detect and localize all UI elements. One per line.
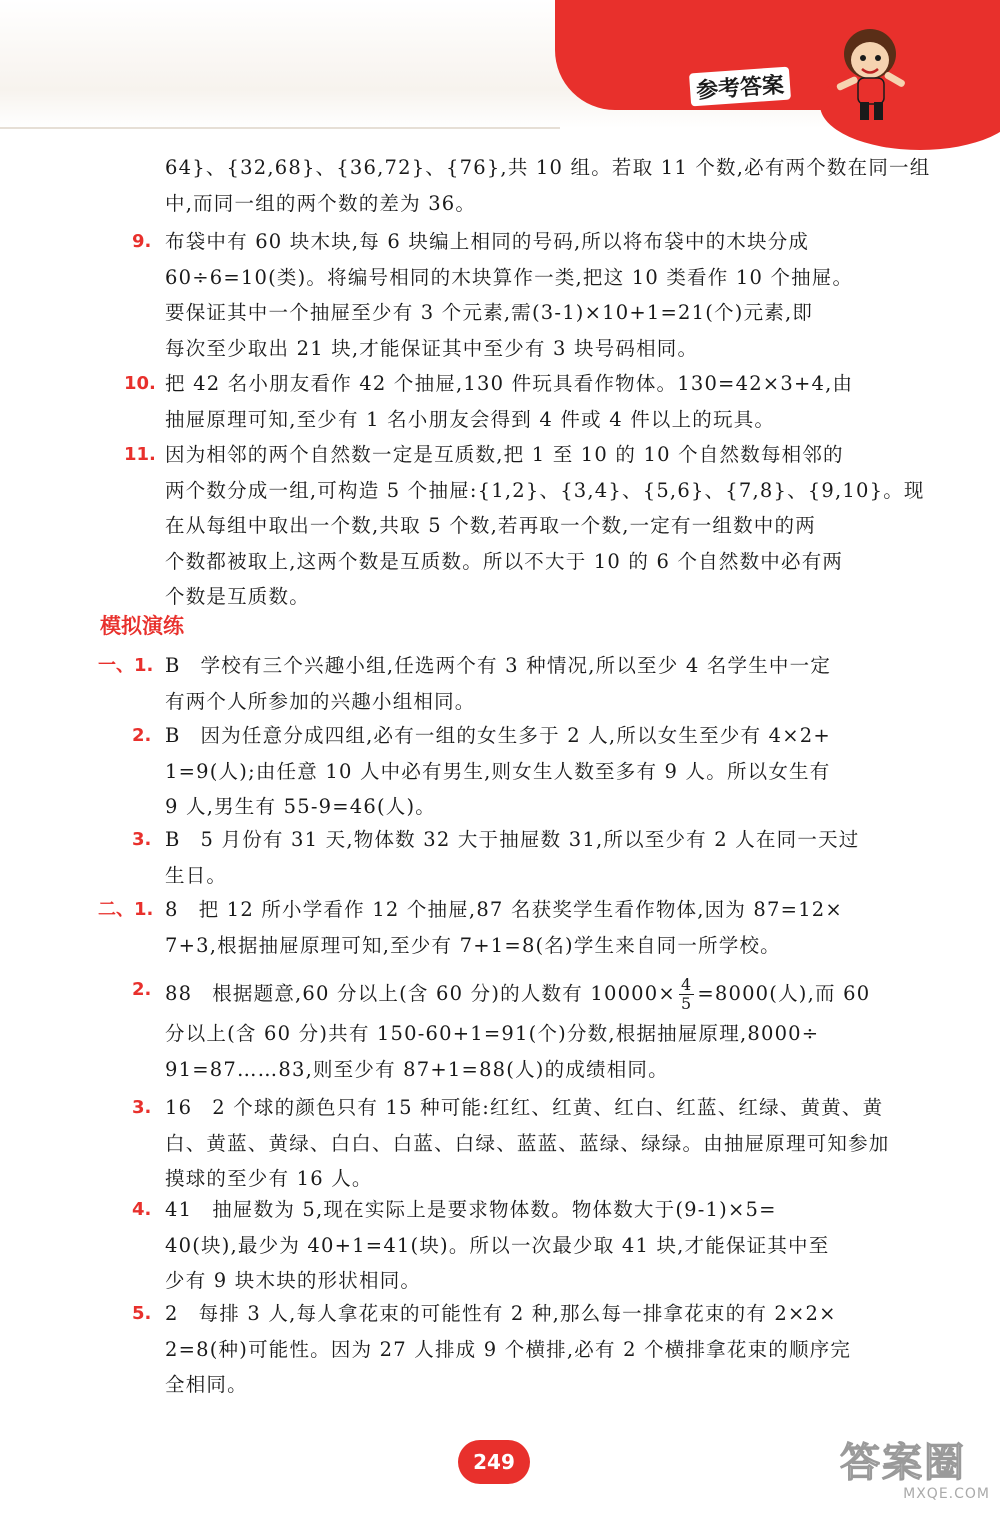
item-number: 1.: [134, 655, 154, 676]
header-title: 参考答案: [689, 67, 791, 107]
answer-value: 16: [165, 1096, 193, 1119]
part-label: [98, 648, 153, 684]
text-line: 在从每组中取出一个数,共取 5 个数,若再取一个数,一定有一组数中的两: [165, 514, 816, 537]
text-line: 40(块),最少为 40+1=41(块)。所以一次最少取 41 块,才能保证其中至: [165, 1233, 830, 1257]
page-number: 249: [458, 1440, 530, 1484]
text-line: [165, 648, 831, 684]
prev-item-continuation: [165, 150, 930, 221]
item-number: 10.: [124, 373, 156, 394]
item-11: [165, 437, 925, 615]
part2-item-5: [165, 1296, 851, 1403]
text-line: 抽屉原理可知,至少有 1 名小朋友会得到 4 件或 4 件以上的玩具。: [165, 407, 776, 431]
text-line: 64}、{32,68}、{36,72}、{76},共 10 组。若取 11 个数,必有两个数在同一组: [165, 156, 931, 179]
text-line: 摸球的至少有 16 人。: [165, 1167, 373, 1190]
header-divider: [0, 127, 560, 129]
item-number: 2.: [132, 725, 152, 746]
item-number: 3.: [132, 1097, 152, 1118]
section-title: 模拟演练: [100, 614, 184, 638]
fraction: [679, 976, 694, 1013]
item-number: 1.: [134, 899, 154, 920]
text-line: [165, 1090, 890, 1126]
text-line: 布袋中有 60 块木块,每 6 块编上相同的号码,所以将布袋中的木块分成: [165, 230, 810, 253]
part-label-text: 一、: [98, 655, 134, 676]
item-number: 5.: [132, 1303, 152, 1324]
text-line: 91=87……83,则至少有 87+1=88(人)的成绩相同。: [165, 1057, 669, 1081]
watermark: [840, 1440, 990, 1520]
item-number: 11.: [124, 444, 156, 465]
item-number: 4.: [132, 1199, 152, 1220]
text-segment: 根据题意,60 分以上(含 60 分)的人数有 10000×: [212, 982, 676, 1005]
part1-item-3: [165, 822, 859, 893]
text-segment: 5 月份有 31 天,物体数 32 大于抽屉数 31,所以至少有 2 人在同一天过: [200, 828, 860, 851]
text-line: [165, 892, 843, 928]
answer-value: 88: [165, 982, 193, 1005]
text-line: 个数都被取上,这两个数是互质数。所以不大于 10 的 6 个自然数中必有两: [165, 549, 844, 573]
part1-item-2: [165, 718, 831, 825]
text-segment: 学校有三个兴趣小组,任选两个有 3 种情况,所以至少 4 名学生中一定: [200, 654, 832, 677]
text-line: 把 42 名小朋友看作 42 个抽屉,130 件玩具看作物体。130=42×3+4,由: [165, 372, 854, 395]
text-line: 白、黄蓝、黄绿、白白、白蓝、白绿、蓝蓝、蓝绿、绿绿。由抽屉原理可知参加: [165, 1131, 890, 1155]
part2-item-2: [165, 972, 870, 1087]
item-number: 9.: [132, 231, 152, 252]
part-label: [98, 892, 153, 928]
text-line: 个数是互质数。: [165, 585, 310, 608]
watermark-url: MXQE.COM: [903, 1486, 990, 1502]
text-line: 2=8(种)可能性。因为 27 人排成 9 个横排,必有 2 个横排拿花束的顺序完: [165, 1337, 852, 1361]
text-segment: 2 个球的颜色只有 15 种可能:红红、红黄、红白、红蓝、红绿、黄黄、黄: [212, 1096, 884, 1119]
text-segment: 每排 3 人,每人拿花束的可能性有 2 种,那么每一排拿花束的有 2×2×: [198, 1302, 837, 1325]
part2-item-4: [165, 1192, 829, 1299]
text-line: [165, 1192, 829, 1228]
part2-item-1: [165, 892, 843, 963]
item-number: 2.: [132, 979, 152, 1000]
text-segment: 因为任意分成四组,必有一组的女生多于 2 人,所以女生至少有 4×2+: [200, 724, 831, 747]
fraction-denominator: 5: [680, 994, 693, 1013]
part-label-text: 二、: [98, 899, 134, 920]
answer-value: 8: [165, 898, 179, 921]
text-line: 7+3,根据抽屉原理可知,至少有 7+1=8(名)学生来自同一所学校。: [165, 933, 781, 957]
watermark-logo-text: 答案圈: [840, 1440, 966, 1486]
part2-item-3: [165, 1090, 890, 1197]
text-line: 中,而同一组的两个数的差为 36。: [165, 191, 477, 215]
text-line: 分以上(含 60 分)共有 150-60+1=91(个)分数,根据抽屉原理,8000÷: [165, 1022, 820, 1045]
text-line: 有两个人所参加的兴趣小组相同。: [165, 689, 476, 713]
text-line: 1=9(人);由任意 10 人中必有男生,则女生人数至多有 9 人。所以女生有: [165, 759, 831, 783]
text-line: 两个数分成一组,可构造 5 个抽屉:{1,2}、{3,4}、{5,6}、{7,8}、{9,10}。现: [165, 478, 925, 502]
text-line: [165, 1296, 851, 1332]
text-line: 生日。: [165, 863, 228, 887]
item-number: 3.: [132, 829, 152, 850]
fraction-numerator: 4: [680, 975, 693, 994]
text-line: [165, 822, 859, 858]
answer-value: B: [165, 724, 181, 747]
text-line: 9 人,男生有 55-9=46(人)。: [165, 795, 436, 818]
text-segment: =8000(人),而 60: [697, 982, 871, 1005]
item-9: [165, 224, 853, 366]
mascot-icon: [828, 14, 918, 124]
answer-value: B: [165, 654, 181, 677]
text-line: 少有 9 块木块的形状相同。: [165, 1269, 422, 1292]
text-segment: 把 12 所小学看作 12 个抽屉,87 名获奖学生看作物体,因为 87=12×: [198, 898, 843, 921]
answer-value: 41: [165, 1198, 193, 1221]
answer-value: 2: [165, 1302, 179, 1325]
text-line: 全相同。: [165, 1373, 248, 1396]
text-line: 要保证其中一个抽屉至少有 3 个元素,需(3-1)×10+1=21(个)元素,即: [165, 301, 814, 324]
text-line: 每次至少取出 21 块,才能保证其中至少有 3 块号码相同。: [165, 336, 699, 360]
text-line: 60÷6=10(类)。将编号相同的木块算作一类,把这 10 类看作 10 个抽屉。: [165, 265, 854, 289]
item-10: [165, 366, 853, 437]
text-line: [165, 718, 831, 754]
text-segment: 抽屉数为 5,现在实际上是要求物体数。物体数大于(9-1)×5=: [212, 1198, 777, 1221]
part1-item-1: [165, 648, 831, 719]
answer-value: B: [165, 828, 181, 851]
text-line: 因为相邻的两个自然数一定是互质数,把 1 至 10 的 10 个自然数每相邻的: [165, 443, 844, 466]
text-line: [165, 972, 870, 1016]
